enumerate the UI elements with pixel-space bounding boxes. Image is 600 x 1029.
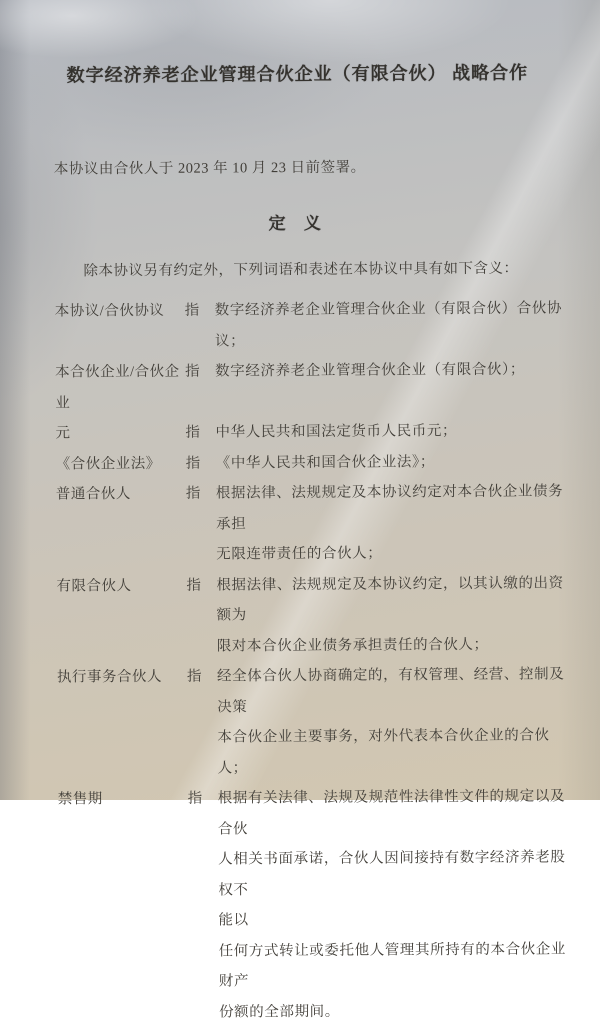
definition-pointer-label: 指 — [186, 577, 201, 594]
definition-row — [55, 293, 563, 357]
definition-line: 中华人民共和国法定货币人民币元； — [215, 423, 458, 441]
definition-line: 本合伙企业主要事务，对外代表本合伙企业的合伙人； — [217, 727, 550, 777]
definition-pointer-label: 指 — [185, 424, 201, 441]
definition-line: 根据法律、法规规定及本协议约定对本合伙企业债务承担 — [215, 483, 564, 533]
definition-body — [216, 568, 565, 662]
definition-pointer-label: 指 — [186, 668, 202, 685]
definition-term: 《合伙企业法》 — [55, 455, 161, 472]
definition-pointer-label: 指 — [184, 302, 200, 319]
definition-row — [55, 415, 563, 449]
definition-body — [216, 476, 565, 570]
definition-term: 普通合伙人 — [55, 486, 131, 503]
definition-body — [216, 446, 564, 479]
definition-term: 元 — [55, 425, 71, 442]
definition-line: 根据有关法律、法规及规范性法律性文件的规定以及合伙 — [217, 788, 566, 838]
definition-term: 有限合伙人 — [56, 577, 132, 594]
document-title: 数字经济养老企业管理合伙企业（有限合伙） 战略合作 — [66, 62, 529, 86]
signing-date-line: 本协议由合伙人于 2023 年 10 月 23 日前签署。 — [53, 159, 366, 178]
definition-row — [57, 659, 566, 784]
definition-line: 任何方式转让或委托他人管理其所持有的本合伙企业财产 — [218, 940, 567, 990]
definition-term: 执行事务合伙人 — [56, 668, 163, 686]
definition-line: 《中华人民共和国合伙企业法》； — [215, 453, 435, 472]
definition-line: 份额的全部期间。 — [218, 1003, 340, 1021]
definition-line: 限对本合伙企业债务承担责任的合伙人； — [216, 636, 489, 655]
definition-line: 数字经济养老企业管理合伙企业（有限合伙）； — [215, 361, 526, 380]
definition-row — [58, 781, 567, 1028]
definition-pointer-label: 指 — [185, 485, 201, 502]
definition-line: 无限连带责任的合伙人； — [216, 545, 383, 563]
definition-body — [217, 659, 566, 783]
definition-body — [215, 354, 563, 387]
definition-row — [56, 568, 565, 663]
definition-line: 经全体合伙人协商确定的，有权管理、经营、控制及决策 — [216, 666, 565, 716]
definition-pointer-label: 指 — [185, 363, 200, 380]
definition-row — [55, 354, 563, 418]
definition-row — [56, 476, 565, 571]
definition-pointer-label: 指 — [187, 790, 203, 807]
definition-body — [215, 293, 563, 356]
definition-line: 根据法律、法规规定及本协议约定，以其认缴的出资额为 — [216, 574, 564, 624]
definition-term: 本合伙企业/合伙企业 — [55, 363, 180, 411]
definition-term: 禁售期 — [57, 791, 103, 808]
definition-term: 本协议/合伙协议 — [54, 302, 165, 320]
definitions-section-heading: 定 义 — [268, 213, 328, 234]
definition-line: 能以 — [218, 912, 249, 929]
definition-line: 数字经济养老企业管理合伙企业（有限合伙）合伙协议； — [214, 300, 563, 350]
definitions-intro-paragraph: 除本协议另有约定外，下列词语和表述在本协议中具有如下含义： — [83, 260, 519, 280]
definition-row — [56, 446, 564, 480]
definitions-list — [55, 293, 567, 1028]
definition-body — [218, 781, 567, 1027]
definition-pointer-label: 指 — [185, 455, 201, 472]
definition-line: 人相关书面承诺，合伙人因间接持有数字经济养老股权不 — [218, 849, 566, 899]
definition-body — [215, 415, 563, 448]
